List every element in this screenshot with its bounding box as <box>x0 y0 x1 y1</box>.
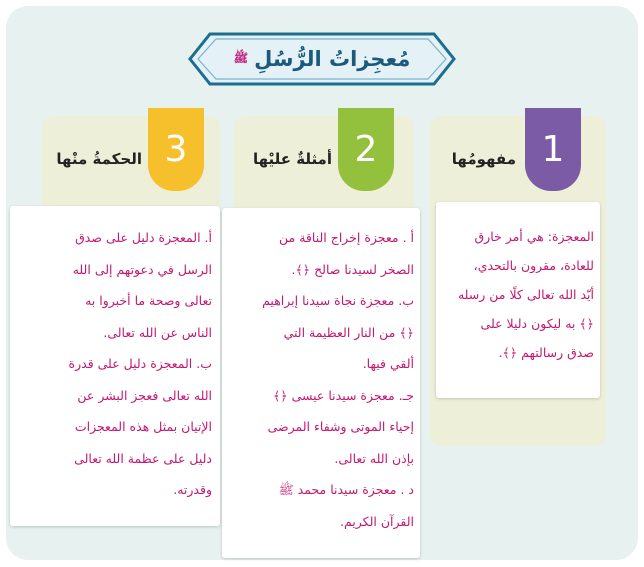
column-examples-number: 2 <box>354 129 378 170</box>
column-concept-number-tab <box>525 108 581 191</box>
column-wisdom-number-tab <box>148 108 204 191</box>
column-examples-number-tab <box>338 108 394 191</box>
column-concept-heading: مفهومُها <box>451 150 516 168</box>
column-examples-heading: أمثلةٌ عليْها <box>252 150 332 168</box>
page-title: مُعجِزاتُ الرُّسُلِ <box>254 47 411 71</box>
title-banner <box>184 28 460 90</box>
column-examples-text: أ . معجزة إخراج الناقة من الصخر لسيدنا صالح ﴿﴾. ب. معجزة نجاة سيدنا إبراهيم ﴿﴾ من النار العظيمة التي ألقي فيها. جـ. معجزة سيدنا عيسى ﴿﴾ إحياء الموتى وشفاء المرضى بإذن الله تعالى. د . معجزة سيدنا محمد ﷺ القرآن الكريم. <box>262 230 414 529</box>
column-wisdom-text: أ. المعجزة دليل على صدق الرسل في دعوتهم إلى الله تعالى وصحة ما أخبروا به الناس عن الله تعالى. ب. المعجزة دليل على قدرة الله تعالى فعجز البشر عن الإتيان بمثل هذه المعجزات دليل على عظمة الله تعالى وقدرته. <box>68 230 212 497</box>
column-wisdom-heading: الحكمةُ منْها <box>56 150 142 168</box>
column-concept-number: 1 <box>541 129 565 170</box>
title-honorific: ﷺ <box>233 50 249 65</box>
column-wisdom-number: 3 <box>164 129 188 170</box>
column-concept-text: المعجزة: هي أمر خارق للعادة، مقرون بالتحدي، أيّد الله تعالى كلًا من رسله ﴿﴾ به ليكون دليلا على صدق رسالتهم ﴿﴾. <box>457 229 594 360</box>
